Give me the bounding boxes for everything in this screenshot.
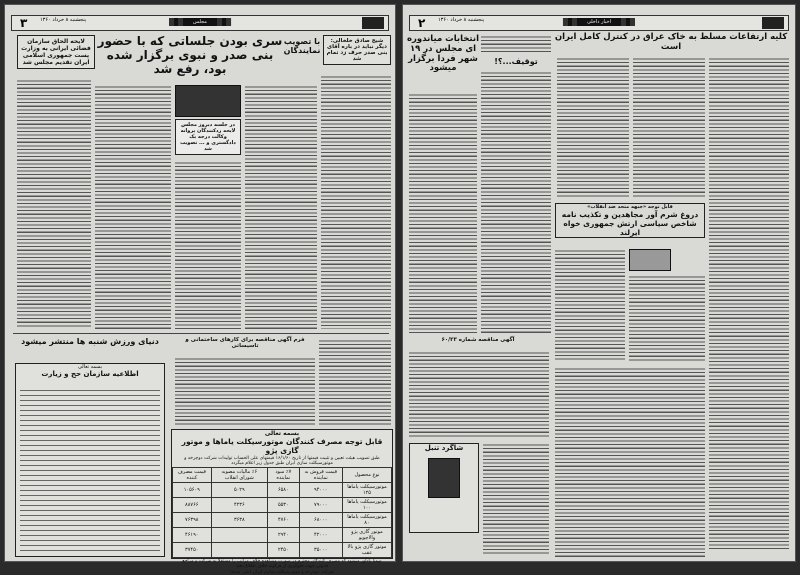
table-cell: ۷۹۰۰۰ bbox=[299, 498, 342, 513]
newspaper-logo bbox=[362, 17, 384, 29]
ad-title: قابل توجه مصرف کنندگان موتورسیکلت یاماها و موتور گازی پژو bbox=[181, 437, 383, 455]
mojahedin-box bbox=[555, 203, 705, 238]
table-cell: موتور گازی پژو بالا عقب bbox=[342, 543, 391, 558]
hajj-bismillah: بسمه تعالی bbox=[77, 364, 103, 370]
side-headline: با تصویب نمایندگان bbox=[283, 37, 321, 56]
table-row bbox=[173, 483, 392, 498]
tender-headline: آگهی مناقصه شماره ۶۰/۲۳ bbox=[441, 337, 515, 343]
section-label: اخبار داخلی bbox=[563, 18, 635, 26]
column-header: ٪۷ سود نماینده bbox=[268, 468, 299, 483]
page-header bbox=[409, 15, 789, 31]
table-cell: ۳۷۴۵۰ bbox=[173, 543, 212, 558]
left-page bbox=[4, 4, 396, 575]
tender-headline: فرم آگهی مناقصه برای کارهای ساختمانی و تاسیساتی bbox=[185, 337, 305, 350]
text-column bbox=[175, 357, 315, 425]
text-column bbox=[321, 75, 391, 329]
table-cell bbox=[211, 543, 268, 558]
column-header: ٪۶ مالیات مصوبه شورای انقلاب bbox=[211, 468, 268, 483]
elections-headline: انتخابات میاندوره ای مجلس در ۱۹ شهر فردا برگزار میشود bbox=[407, 34, 479, 74]
table-cell: ۲۹۴۰ bbox=[268, 528, 299, 543]
table-row bbox=[173, 528, 392, 543]
table-cell: ۸۸۷۶۶ bbox=[173, 498, 212, 513]
text-column bbox=[483, 443, 549, 555]
movie-title: شاگرد تنبل bbox=[424, 444, 464, 452]
text-column bbox=[17, 79, 91, 329]
table-cell: ۳۵۰۰۰ bbox=[299, 543, 342, 558]
yamaha-price-ad bbox=[171, 429, 393, 575]
table-cell: ۴۷۶۰ bbox=[268, 513, 299, 528]
text-column bbox=[629, 275, 705, 361]
newspaper-logo bbox=[762, 17, 784, 29]
table-cell: ۵۵۳۰ bbox=[268, 498, 299, 513]
ad-company: شرکت دوچرخه و موتورسیکلت سازی ایران (ملی شده) bbox=[230, 570, 334, 575]
page-date: پنجشنبه ۸ خرداد ۱۳۶۰ bbox=[40, 17, 87, 23]
table-cell: موتور گازی پژو والاچوپو bbox=[342, 528, 391, 543]
table-cell: موتورسیکلت یاماها ۱۲۵ bbox=[342, 483, 391, 498]
movie-ad bbox=[409, 443, 479, 533]
table-cell: موتورسیکلت یاماها ۱۰۰ bbox=[342, 498, 391, 513]
table-header bbox=[173, 468, 392, 483]
text-column bbox=[319, 339, 391, 425]
column-header: نوع محصول bbox=[342, 468, 391, 483]
table-cell: ۴۲۰۰۰ bbox=[299, 528, 342, 543]
page-date: پنجشنبه ۸ خرداد ۱۳۶۰ bbox=[438, 17, 485, 23]
table-cell: ۲۴۵۰ bbox=[268, 543, 299, 558]
tavighf-headline: توقیف...؟! bbox=[494, 57, 538, 66]
table-cell: ۶۸۰۰۰ bbox=[299, 513, 342, 528]
page-header bbox=[11, 15, 389, 31]
text-column bbox=[175, 161, 241, 329]
text-column bbox=[555, 367, 705, 557]
ad-intro: طبق تصویب هیئت تعیین و تثبیت قیمتها از تاریخ ۱۶/۱/۶۰ قیمتهای علی الحساب تولیدات شرکت دوچرخه و موتورسیکلت سازی ایران طبق جدول زیر اعلام میگردد bbox=[184, 456, 380, 466]
page-number: ۳ bbox=[20, 16, 28, 30]
table-cell: موتورسیکلت یاماها ۸۰ bbox=[342, 513, 391, 528]
main-headline: سری بودن جلساتی که با حضور بنی صدر و نبوی برگزار شده بود، رفع شد bbox=[97, 34, 283, 76]
text-column bbox=[557, 57, 629, 199]
table-cell: ۱۰۵۶۰۹ bbox=[173, 483, 212, 498]
photo-caption: در جلسه دیروز مجلس لایحه ردکنندگان پروانه وکالت درجه یک دادگستری و ... تصویب شد bbox=[175, 119, 241, 155]
table-cell: ۵۰۲۹ bbox=[211, 483, 268, 498]
ad-footer: ضمنا یادآور میشود که مصرف کنندگان محترم در صورت مشاهده خلاف مراتب را مستقلا به شرکت و مراجع قانونی جهت جلوگیری از هرگونه خلاف اطلاع دهند bbox=[182, 559, 382, 569]
text-column bbox=[409, 351, 549, 439]
letter-facsimile bbox=[629, 249, 671, 271]
price-table bbox=[172, 467, 392, 558]
column-header: قیمت مصرف کننده bbox=[173, 468, 212, 483]
table-row bbox=[173, 513, 392, 528]
ad-bismillah: بسمه تعالی bbox=[264, 430, 300, 437]
text-column bbox=[409, 93, 477, 333]
hajj-headline: اطلاعیه سازمان حج و زیارت bbox=[41, 370, 139, 378]
parliament-photo bbox=[175, 85, 241, 117]
table-cell: ۴۶۱۹۰ bbox=[173, 528, 212, 543]
text-column bbox=[555, 249, 625, 361]
left-news-box: لایحه الحاق سازمان فضائی ایرانی به وزارت پست جمهوری اسلامی ایران تقدیم مجلس شد bbox=[17, 35, 95, 69]
column-header: قیمت فروش به نماینده bbox=[299, 468, 342, 483]
movie-photo bbox=[428, 458, 460, 498]
text-column bbox=[245, 85, 317, 329]
table-cell: ۹۴۰۰۰ bbox=[299, 483, 342, 498]
text-column bbox=[481, 35, 551, 53]
text-column bbox=[95, 85, 171, 329]
table-row bbox=[173, 543, 392, 558]
page-number: ۲ bbox=[418, 16, 426, 30]
section-label: مجلس bbox=[169, 18, 231, 26]
khalkhali-box: شیخ صادق خلخالی: دیگر نباید در باره آقای بنی صدر حرف زد تمام شد bbox=[323, 35, 391, 65]
divider bbox=[13, 333, 389, 334]
table-cell: ۷۶۳۹۸ bbox=[173, 513, 212, 528]
right-page bbox=[402, 4, 796, 562]
text-column bbox=[481, 71, 551, 333]
mojahedin-kicker: قابل توجه «جبهه متحد ضد انقلاب» bbox=[587, 204, 673, 210]
mojahedin-headline: دروغ شرم آور مجاهدین و تکذیب نامه شاخص سیاسی ارتش جمهوری خواه ایرلند bbox=[561, 210, 699, 237]
text-column bbox=[709, 57, 789, 549]
hajj-notice bbox=[15, 363, 165, 557]
hajj-schedule bbox=[20, 388, 160, 552]
text-column bbox=[633, 57, 705, 199]
table-cell: ۶۵۸۰ bbox=[268, 483, 299, 498]
table-cell bbox=[211, 528, 268, 543]
table-cell: ۳۶۳۸ bbox=[211, 513, 268, 528]
table-cell: ۴۲۳۶ bbox=[211, 498, 268, 513]
main-headline: کلیه ارتفاعات مسلط به خاک عراق در کنترل کامل ایران است bbox=[554, 32, 788, 52]
table-row bbox=[173, 498, 392, 513]
sport-headline: دنیای ورزش شنبه ها منتشر میشود bbox=[21, 337, 159, 346]
